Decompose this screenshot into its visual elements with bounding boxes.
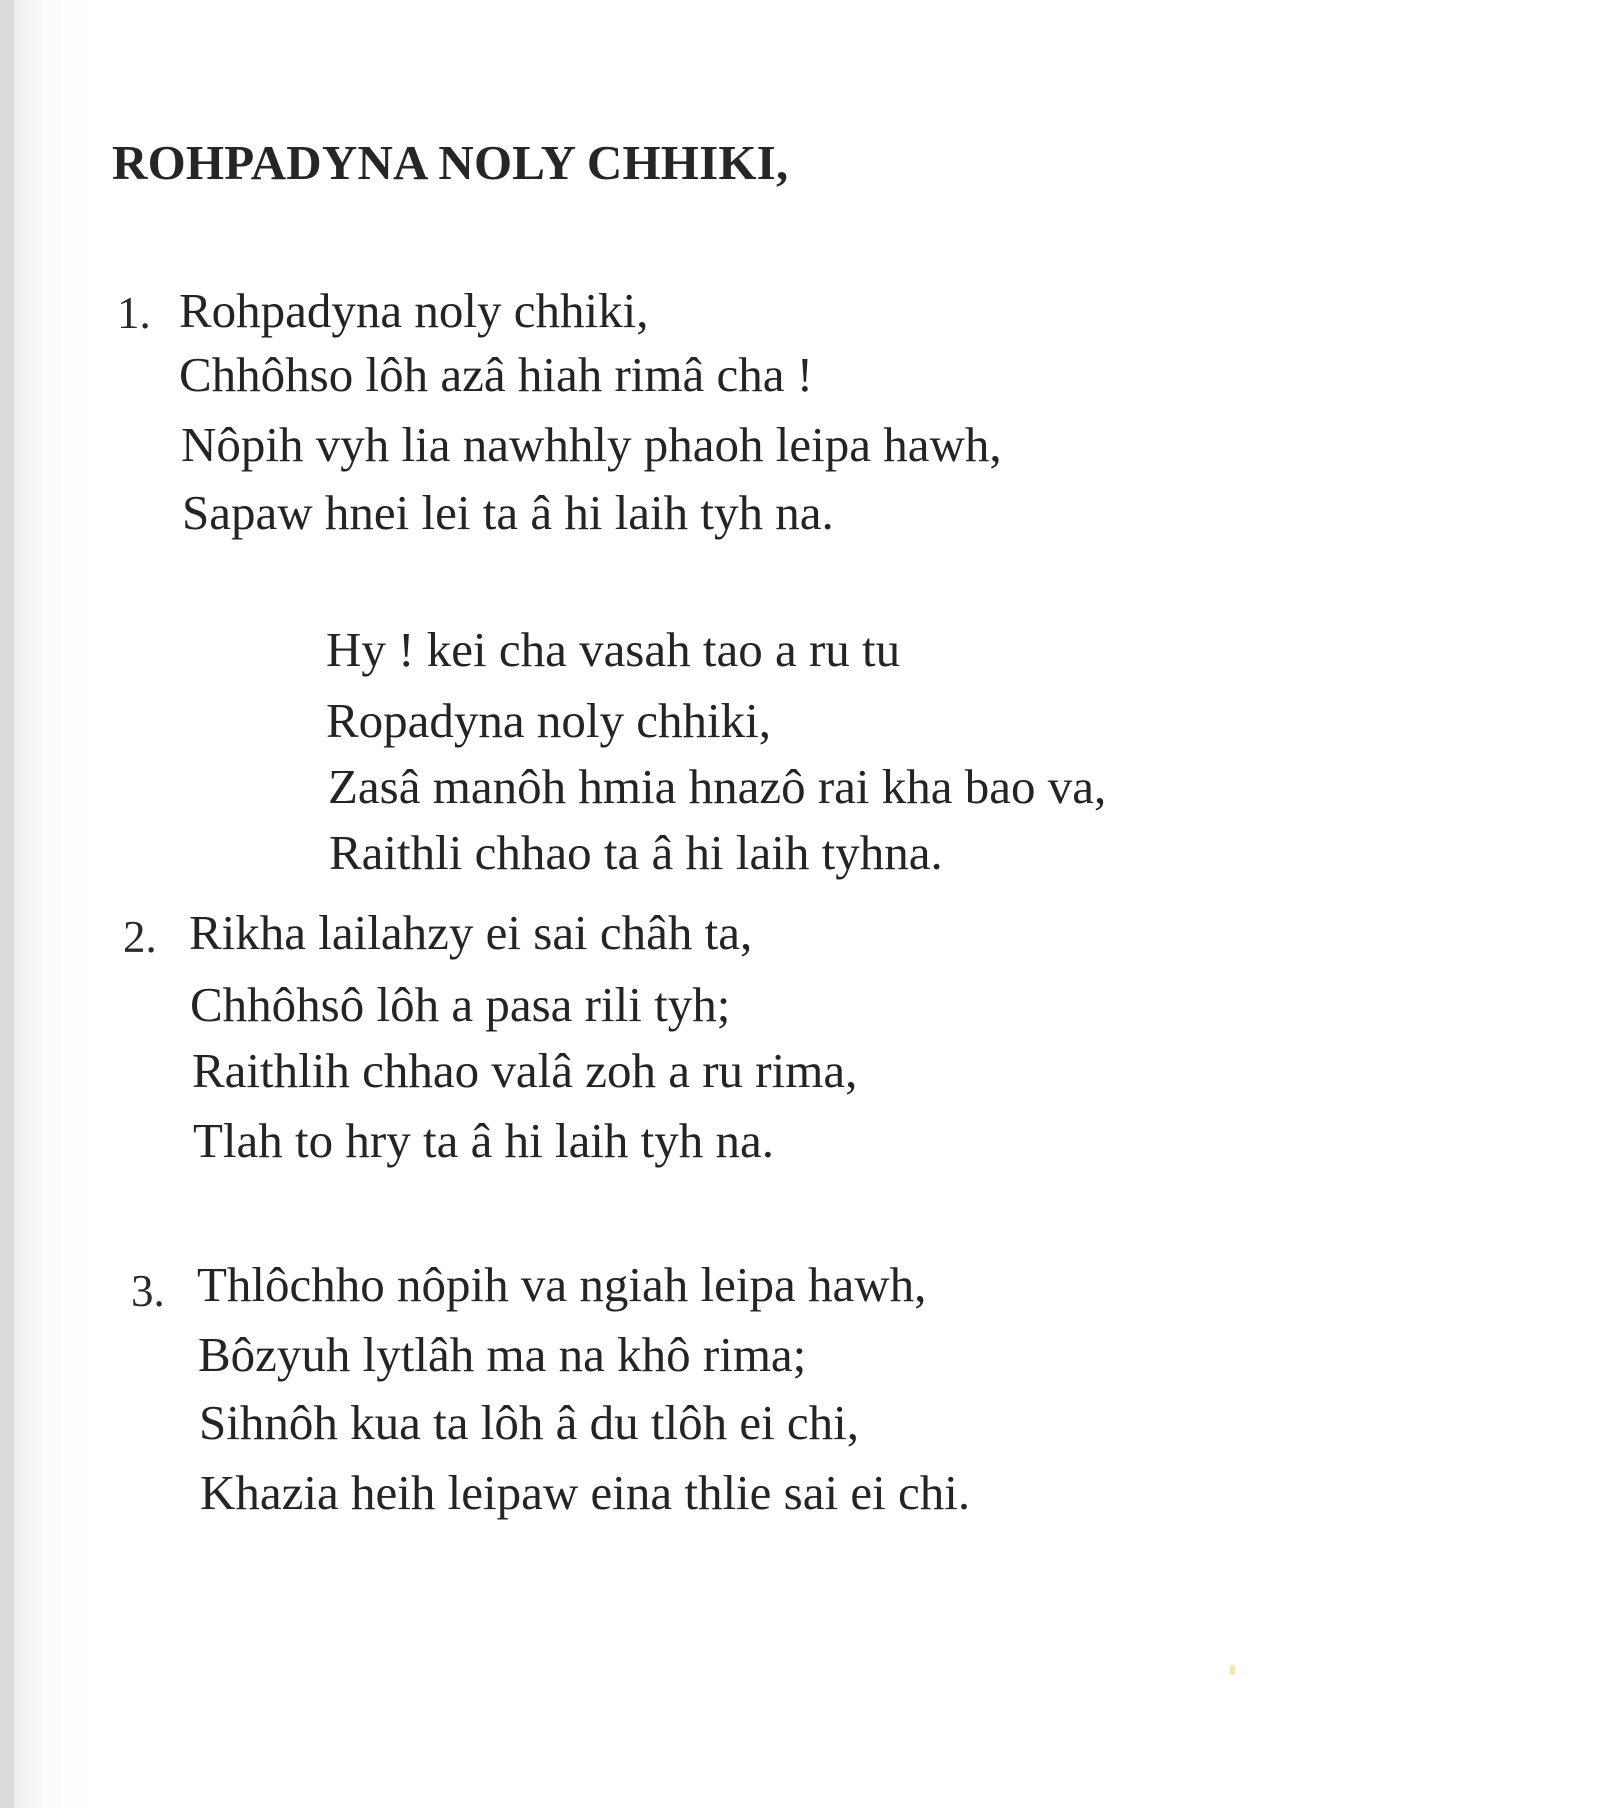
verse-2-number: 2. bbox=[123, 912, 157, 962]
verse-3-line-4: Khazia heih leipaw eina thlie sai ei chi. bbox=[200, 1465, 971, 1520]
book-spine-shadow bbox=[0, 0, 14, 1808]
paper-speck bbox=[1230, 1665, 1235, 1675]
verse-1-line-4: Sapaw hnei lei ta â hi laih tyh na. bbox=[182, 485, 834, 540]
verse-2-line-2: Chhôhsô lôh a pasa rili tyh; bbox=[190, 977, 731, 1032]
chorus-line-3: Zasâ manôh hmia hnazô rai kha bao va, bbox=[328, 759, 1107, 814]
verse-1-line-3: Nôpih vyh lia nawhhly phaoh leipa hawh, bbox=[181, 417, 1002, 472]
verse-2-line-3: Raithlih chhao valâ zoh a ru rima, bbox=[192, 1043, 858, 1098]
verse-3-line-1: Thlôchho nôpih va ngiah leipa hawh, bbox=[197, 1257, 927, 1312]
verse-1-line-2: Chhôhso lôh azâ hiah rimâ cha ! bbox=[179, 347, 814, 402]
verse-2-line-1: Rikha lailahzy ei sai châh ta, bbox=[189, 905, 753, 960]
verse-1-line-1: Rohpadyna noly chhiki, bbox=[179, 283, 649, 338]
song-title: ROHPADYNA NOLY CHHIKI, bbox=[112, 135, 789, 190]
verse-3-number: 3. bbox=[131, 1266, 165, 1316]
chorus-line-4: Raithli chhao ta â hi laih tyhna. bbox=[329, 825, 943, 880]
chorus-line-1: Hy ! kei cha vasah tao a ru tu bbox=[326, 622, 901, 677]
chorus-line-2: Ropadyna noly chhiki, bbox=[326, 693, 772, 748]
verse-3-line-2: Bôzyuh lytlâh ma na khô rima; bbox=[198, 1327, 807, 1382]
verse-1-number: 1. bbox=[117, 288, 151, 338]
verse-2-line-4: Tlah to hry ta â hi laih tyh na. bbox=[193, 1113, 775, 1168]
verse-3-line-3: Sihnôh kua ta lôh â du tlôh ei chi, bbox=[199, 1395, 860, 1450]
